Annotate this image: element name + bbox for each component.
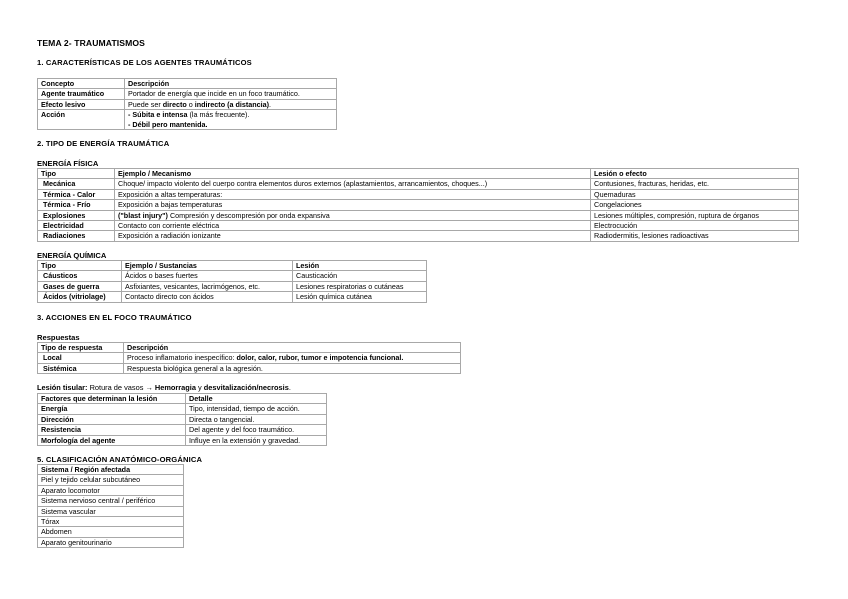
table-row — [38, 537, 184, 547]
respuestas-table — [37, 342, 461, 374]
lesion-cell: Radiodermitis, lesiones radioactivas — [591, 231, 799, 241]
table-row — [38, 475, 184, 485]
clasificacion-table — [37, 464, 184, 548]
table-row — [38, 221, 799, 231]
text-fragment: Proceso inflamatorio inespecífico: — [127, 353, 237, 363]
document-title: TEMA 2- TRAUMATISMOS — [37, 38, 145, 48]
ejemplo-cell: Exposición a radiación ionizante — [115, 231, 591, 241]
ejemplo-cell: Ácidos o bases fuertes — [122, 271, 293, 281]
tipo-cell: Electricidad — [38, 221, 115, 231]
table-row — [38, 517, 184, 527]
col-header-tipo: Tipo — [38, 169, 115, 179]
sistema-cell: Aparato genitourinario — [38, 537, 184, 547]
tipo-cell: Radiaciones — [38, 231, 115, 241]
ejemplo-cell: Asfixiantes, vesicantes, lacrimógenos, etc. — [122, 281, 293, 291]
table-row — [38, 496, 184, 506]
col-header-concepto: Concepto — [38, 79, 125, 89]
bold-fragment: directo — [162, 99, 187, 109]
table-header-row — [38, 169, 799, 179]
tipo-cell: Mecánica — [38, 179, 115, 189]
col-header-tipo: Tipo — [38, 261, 122, 271]
section-1-heading: 1. CARACTERÍSTICAS DE LOS AGENTES TRAUMÁTICOS — [37, 58, 252, 67]
table-row — [38, 110, 337, 130]
text-fragment: (la más frecuente). — [187, 110, 250, 120]
energia-quimica-table — [37, 260, 427, 303]
bold-fragment: dolor, calor, rubor, tumor e impotencia funcional. — [236, 353, 404, 363]
col-header-sistema: Sistema / Región afectada — [38, 465, 184, 475]
descripcion-cell — [124, 353, 461, 363]
lesion-cell: Electrocución — [591, 221, 799, 231]
sistema-cell: Sistema vascular — [38, 506, 184, 516]
table-header-row — [38, 465, 184, 475]
col-header-lesion: Lesión o efecto — [591, 169, 799, 179]
ejemplo-cell: Exposición a bajas temperaturas — [115, 200, 591, 210]
table-row — [38, 271, 427, 281]
table-row — [38, 179, 799, 189]
bold-fragment: - Súbita e intensa — [128, 110, 188, 120]
concepto-cell: Agente traumático — [38, 89, 125, 99]
col-header-tipo-respuesta: Tipo de respuesta — [38, 343, 124, 353]
table-row — [38, 404, 327, 414]
sistema-cell: Piel y tejido celular subcutáneo — [38, 475, 184, 485]
bold-fragment: indirecto (a distancia) — [194, 99, 270, 109]
detalle-cell: Directa o tangencial. — [186, 414, 327, 424]
col-header-lesion: Lesión — [293, 261, 427, 271]
table-header-row — [38, 394, 327, 404]
table-row — [38, 281, 427, 291]
detalle-cell: Tipo, intensidad, tiempo de acción. — [186, 404, 327, 414]
tipo-cell: Ácidos (vitriolage) — [38, 292, 122, 302]
descripcion-cell — [125, 110, 337, 130]
table-row — [38, 414, 327, 424]
table-header-row — [38, 79, 337, 89]
bold-fragment: - Débil pero mantenida. — [128, 119, 208, 129]
section-5-heading: 5. CLASIFICACIÓN ANATÓMICO-ORGÁNICA — [37, 455, 203, 464]
ejemplo-cell: Contacto directo con ácidos — [122, 292, 293, 302]
tipo-cell: Térmica - Frío — [38, 200, 115, 210]
detalle-cell: Influye en la extensión y gravedad. — [186, 435, 327, 445]
text-fragment: o — [186, 99, 195, 109]
table-row — [38, 200, 799, 210]
detalle-cell: Del agente y del foco traumático. — [186, 425, 327, 435]
tipo-cell: Cáusticos — [38, 271, 122, 281]
concepto-cell: Efecto lesivo — [38, 99, 125, 109]
lesion-cell: Contusiones, fracturas, heridas, etc. — [591, 179, 799, 189]
factor-cell: Morfología del agente — [38, 435, 186, 445]
energia-quimica-label: ENERGÍA QUÍMICA — [37, 251, 107, 260]
sistema-cell: Aparato locomotor — [38, 485, 184, 495]
lesion-cell: Lesiones múltiples, compresión, ruptura de órganos — [591, 210, 799, 220]
table-row — [38, 89, 337, 99]
bold-fragment: desvitalización/necrosis — [203, 383, 289, 392]
table-row — [38, 292, 427, 302]
table-row — [38, 435, 327, 445]
text-fragment: Rotura de vasos → — [87, 383, 155, 392]
descripcion-cell — [125, 99, 337, 109]
table-row — [38, 485, 184, 495]
text-fragment: . — [288, 383, 291, 392]
text-fragment: Compresión y descompresión por onda expansiva — [167, 210, 330, 220]
table-row — [38, 189, 799, 199]
descripcion-cell: Portador de energía que incide en un foco traumático. — [125, 89, 337, 99]
section-3-heading: 3. ACCIONES EN EL FOCO TRAUMÁTICO — [37, 313, 192, 322]
energia-fisica-table — [37, 168, 799, 242]
text-fragment: . — [269, 99, 272, 109]
factor-cell: Energía — [38, 404, 186, 414]
lesion-cell: Quemaduras — [591, 189, 799, 199]
text-fragment: Puede ser — [128, 99, 163, 109]
energia-fisica-label: ENERGÍA FÍSICA — [37, 159, 99, 168]
agentes-table — [37, 78, 337, 130]
table-row — [38, 231, 799, 241]
lesion-tisular-text — [37, 383, 291, 392]
col-header-factores: Factores que determinan la lesión — [38, 394, 186, 404]
lesion-cell: Congelaciones — [591, 200, 799, 210]
ejemplo-cell — [115, 210, 591, 220]
col-header-descripcion: Descripción — [124, 343, 461, 353]
tipo-cell: Local — [38, 353, 124, 363]
table-header-row — [38, 261, 427, 271]
factores-table — [37, 393, 327, 446]
col-header-ejemplo: Ejemplo / Sustancias — [122, 261, 293, 271]
concepto-cell: Acción — [38, 110, 125, 130]
table-row — [38, 527, 184, 537]
table-header-row — [38, 343, 461, 353]
sistema-cell: Tórax — [38, 517, 184, 527]
bold-fragment: ("blast injury") — [118, 210, 168, 220]
descripcion-cell: Respuesta biológica general a la agresión. — [124, 363, 461, 373]
ejemplo-cell: Exposición a altas temperaturas: — [115, 189, 591, 199]
tipo-cell: Gases de guerra — [38, 281, 122, 291]
factor-cell: Resistencia — [38, 425, 186, 435]
tipo-cell: Térmica - Calor — [38, 189, 115, 199]
sistema-cell: Sistema nervioso central / periférico — [38, 496, 184, 506]
col-header-ejemplo: Ejemplo / Mecanismo — [115, 169, 591, 179]
section-2-heading: 2. TIPO DE ENERGÍA TRAUMÁTICA — [37, 139, 170, 148]
ejemplo-cell: Choque/ impacto violento del cuerpo contra elementos duros externos (aplastamientos, arrancamientos, choques...) — [115, 179, 591, 189]
lesion-cell: Lesiones respiratorias o cutáneas — [293, 281, 427, 291]
lesion-cell: Lesión química cutánea — [293, 292, 427, 302]
tipo-cell: Explosiones — [38, 210, 115, 220]
table-row — [38, 353, 461, 363]
col-header-detalle: Detalle — [186, 394, 327, 404]
table-row — [38, 425, 327, 435]
respuestas-label: Respuestas — [37, 333, 80, 342]
lesion-cell: Causticación — [293, 271, 427, 281]
sistema-cell: Abdomen — [38, 527, 184, 537]
col-header-descripcion: Descripción — [125, 79, 337, 89]
table-row — [38, 506, 184, 516]
table-row — [38, 99, 337, 109]
bold-fragment: Hemorragia — [154, 383, 196, 392]
table-row — [38, 363, 461, 373]
bold-fragment: Lesión tisular: — [37, 383, 88, 392]
ejemplo-cell: Contacto con corriente eléctrica — [115, 221, 591, 231]
table-row — [38, 210, 799, 220]
factor-cell: Dirección — [38, 414, 186, 424]
tipo-cell: Sistémica — [38, 363, 124, 373]
text-fragment: y — [195, 383, 204, 392]
